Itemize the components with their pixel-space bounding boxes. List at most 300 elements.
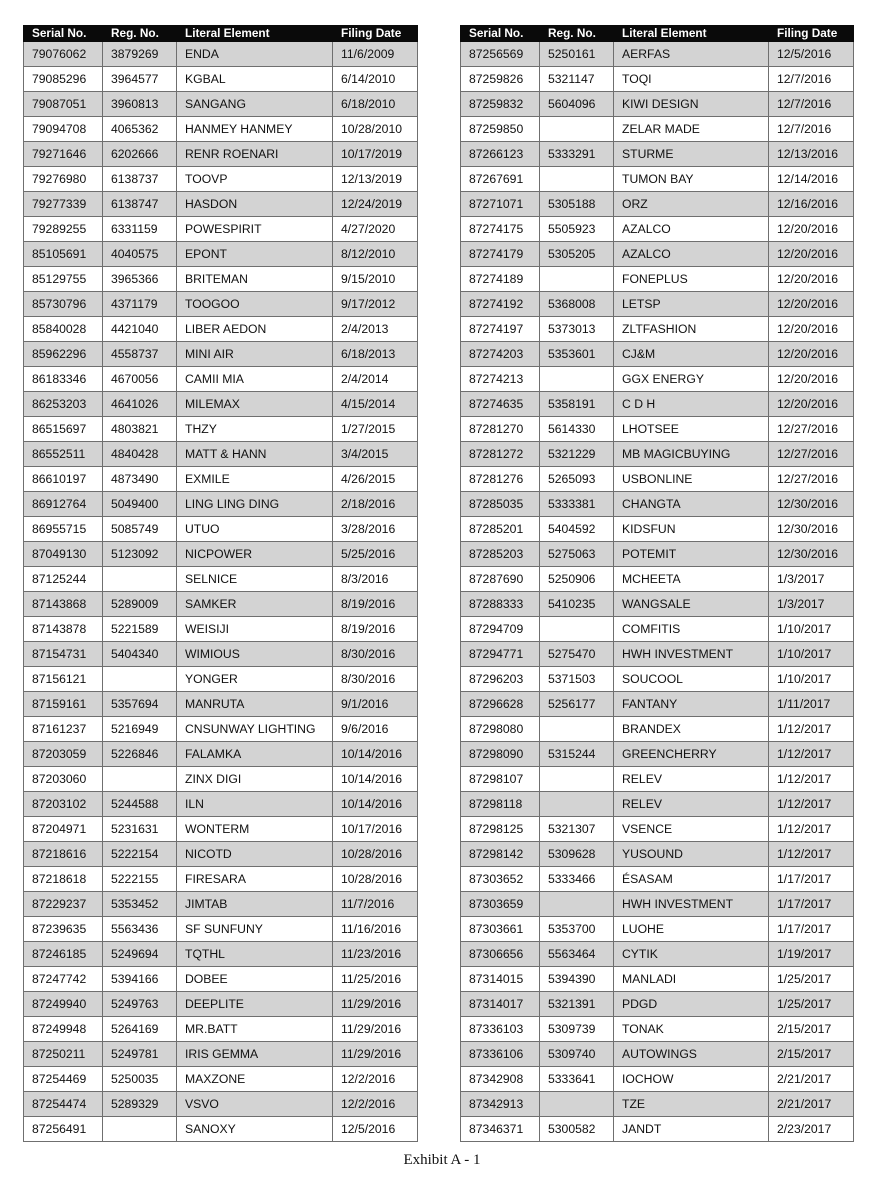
table-row — [461, 792, 854, 817]
filing-date-cell: 12/13/2016 — [769, 142, 854, 167]
table-row — [24, 42, 418, 67]
literal-element-cell: LING LING DING — [177, 492, 333, 517]
filing-date-cell: 3/4/2015 — [333, 442, 418, 467]
literal-element-cell: SF SUNFUNY — [177, 917, 333, 942]
table-body-left — [24, 42, 418, 1142]
table-row — [24, 1067, 418, 1092]
table-row — [461, 1067, 854, 1092]
filing-date-cell: 1/12/2017 — [769, 742, 854, 767]
literal-element-cell: FALAMKA — [177, 742, 333, 767]
serial-no-cell: 87274213 — [461, 367, 540, 392]
literal-element-cell: GREENCHERRY — [614, 742, 769, 767]
filing-date-cell: 12/7/2016 — [769, 92, 854, 117]
filing-date-cell: 5/25/2016 — [333, 542, 418, 567]
table-row — [24, 342, 418, 367]
table-row — [24, 1017, 418, 1042]
reg-no-cell: 5275470 — [540, 642, 614, 667]
serial-no-cell: 86183346 — [24, 367, 103, 392]
serial-no-cell: 87342913 — [461, 1092, 540, 1117]
literal-element-cell: ILN — [177, 792, 333, 817]
table-row — [461, 1092, 854, 1117]
table-row — [461, 67, 854, 92]
serial-no-cell: 87125244 — [24, 567, 103, 592]
table-row — [461, 567, 854, 592]
literal-element-cell: CJ&M — [614, 342, 769, 367]
serial-no-cell: 87298107 — [461, 767, 540, 792]
table-row — [461, 467, 854, 492]
serial-no-cell: 86955715 — [24, 517, 103, 542]
serial-no-cell: 87306656 — [461, 942, 540, 967]
reg-no-cell: 5357694 — [103, 692, 177, 717]
reg-no-cell: 5321147 — [540, 67, 614, 92]
serial-no-cell: 87259832 — [461, 92, 540, 117]
serial-no-cell: 87336103 — [461, 1017, 540, 1042]
filing-date-cell: 12/7/2016 — [769, 67, 854, 92]
reg-no-cell: 5373013 — [540, 317, 614, 342]
reg-no-cell: 5085749 — [103, 517, 177, 542]
table-row — [24, 317, 418, 342]
literal-element-cell: DOBEE — [177, 967, 333, 992]
table-row — [24, 542, 418, 567]
table-row — [461, 242, 854, 267]
table-row — [461, 542, 854, 567]
reg-no-cell — [540, 367, 614, 392]
serial-no-cell: 87298125 — [461, 817, 540, 842]
reg-no-cell: 5371503 — [540, 667, 614, 692]
filing-date-cell: 12/20/2016 — [769, 392, 854, 417]
literal-element-cell: SANOXY — [177, 1117, 333, 1142]
reg-no-cell: 5404340 — [103, 642, 177, 667]
filing-date-cell: 12/30/2016 — [769, 542, 854, 567]
literal-element-cell: TUMON BAY — [614, 167, 769, 192]
literal-element-cell: DEEPLITE — [177, 992, 333, 1017]
filing-date-cell: 1/27/2015 — [333, 417, 418, 442]
serial-no-cell: 87229237 — [24, 892, 103, 917]
reg-no-cell — [103, 1117, 177, 1142]
filing-date-cell: 4/27/2020 — [333, 217, 418, 242]
table-row — [24, 792, 418, 817]
literal-element-cell: RELEV — [614, 767, 769, 792]
filing-date-cell: 10/28/2016 — [333, 867, 418, 892]
filing-date-cell: 1/3/2017 — [769, 592, 854, 617]
table-header-row — [24, 26, 418, 42]
page-footer-label: Exhibit A - 1 — [403, 1152, 481, 1168]
serial-no-cell: 87294709 — [461, 617, 540, 642]
reg-no-cell: 5358191 — [540, 392, 614, 417]
filing-date-cell: 11/25/2016 — [333, 967, 418, 992]
filing-date-cell: 1/10/2017 — [769, 617, 854, 642]
filing-date-cell: 8/19/2016 — [333, 617, 418, 642]
serial-no-cell: 87218616 — [24, 842, 103, 867]
serial-no-cell: 87274175 — [461, 217, 540, 242]
reg-no-cell: 4641026 — [103, 392, 177, 417]
table-row — [24, 217, 418, 242]
serial-no-cell: 86253203 — [24, 392, 103, 417]
filing-date-cell: 9/17/2012 — [333, 292, 418, 317]
serial-no-cell: 87274179 — [461, 242, 540, 267]
table-row — [24, 617, 418, 642]
serial-no-cell: 79087051 — [24, 92, 103, 117]
literal-element-cell: ORZ — [614, 192, 769, 217]
table-row — [24, 367, 418, 392]
literal-element-cell: ZELAR MADE — [614, 117, 769, 142]
serial-no-cell: 79277339 — [24, 192, 103, 217]
filing-date-cell: 1/25/2017 — [769, 967, 854, 992]
col-header-filing-date: Filing Date — [333, 26, 418, 42]
serial-no-cell: 87218618 — [24, 867, 103, 892]
filing-date-cell: 1/17/2017 — [769, 917, 854, 942]
serial-no-cell: 79289255 — [24, 217, 103, 242]
table-row — [461, 917, 854, 942]
filing-date-cell: 10/28/2016 — [333, 842, 418, 867]
serial-no-cell: 86515697 — [24, 417, 103, 442]
table-row — [461, 342, 854, 367]
filing-date-cell: 6/18/2013 — [333, 342, 418, 367]
reg-no-cell: 5404592 — [540, 517, 614, 542]
filing-date-cell: 1/12/2017 — [769, 767, 854, 792]
filing-date-cell: 1/12/2017 — [769, 792, 854, 817]
table-row — [24, 842, 418, 867]
filing-date-cell: 10/14/2016 — [333, 767, 418, 792]
reg-no-cell — [540, 617, 614, 642]
reg-no-cell: 5289009 — [103, 592, 177, 617]
reg-no-cell: 5353452 — [103, 892, 177, 917]
reg-no-cell: 4670056 — [103, 367, 177, 392]
table-row — [24, 867, 418, 892]
serial-no-cell: 87298090 — [461, 742, 540, 767]
reg-no-cell: 6138747 — [103, 192, 177, 217]
serial-no-cell: 87274197 — [461, 317, 540, 342]
literal-element-cell: GGX ENERGY — [614, 367, 769, 392]
serial-no-cell: 87203060 — [24, 767, 103, 792]
filing-date-cell: 2/23/2017 — [769, 1117, 854, 1142]
serial-no-cell: 87287690 — [461, 567, 540, 592]
reg-no-cell: 5265093 — [540, 467, 614, 492]
table-row — [461, 492, 854, 517]
literal-element-cell: FIRESARA — [177, 867, 333, 892]
table-row — [461, 292, 854, 317]
trademark-table-left — [23, 25, 418, 1142]
table-row — [24, 142, 418, 167]
literal-element-cell: SAMKER — [177, 592, 333, 617]
table-row — [24, 1117, 418, 1142]
filing-date-cell: 12/24/2019 — [333, 192, 418, 217]
reg-no-cell: 5563436 — [103, 917, 177, 942]
serial-no-cell: 87285035 — [461, 492, 540, 517]
reg-no-cell: 5305205 — [540, 242, 614, 267]
table-row — [461, 867, 854, 892]
serial-no-cell: 86552511 — [24, 442, 103, 467]
reg-no-cell: 5604096 — [540, 92, 614, 117]
serial-no-cell: 87256491 — [24, 1117, 103, 1142]
reg-no-cell: 4873490 — [103, 467, 177, 492]
filing-date-cell: 2/4/2014 — [333, 367, 418, 392]
filing-date-cell: 9/15/2010 — [333, 267, 418, 292]
literal-element-cell: LUOHE — [614, 917, 769, 942]
serial-no-cell: 87239635 — [24, 917, 103, 942]
filing-date-cell: 11/29/2016 — [333, 992, 418, 1017]
table-row — [461, 742, 854, 767]
serial-no-cell: 85105691 — [24, 242, 103, 267]
literal-element-cell: TOOVP — [177, 167, 333, 192]
literal-element-cell: RENR ROENARI — [177, 142, 333, 167]
serial-no-cell: 87298080 — [461, 717, 540, 742]
reg-no-cell: 5249763 — [103, 992, 177, 1017]
table-row — [461, 642, 854, 667]
filing-date-cell: 11/16/2016 — [333, 917, 418, 942]
literal-element-cell: BRANDEX — [614, 717, 769, 742]
table-row — [24, 392, 418, 417]
table-row — [24, 492, 418, 517]
filing-date-cell: 12/30/2016 — [769, 492, 854, 517]
col-header-literal-element: Literal Element — [177, 26, 333, 42]
literal-element-cell: IOCHOW — [614, 1067, 769, 1092]
serial-no-cell: 87143868 — [24, 592, 103, 617]
serial-no-cell: 87314017 — [461, 992, 540, 1017]
table-row — [461, 767, 854, 792]
col-header-serial-no: Serial No. — [24, 26, 103, 42]
literal-element-cell: EXMILE — [177, 467, 333, 492]
table-row — [461, 617, 854, 642]
reg-no-cell: 5049400 — [103, 492, 177, 517]
literal-element-cell: TOQI — [614, 67, 769, 92]
table-row — [24, 942, 418, 967]
literal-element-cell: IRIS GEMMA — [177, 1042, 333, 1067]
filing-date-cell: 4/26/2015 — [333, 467, 418, 492]
reg-no-cell: 4421040 — [103, 317, 177, 342]
table-row — [461, 817, 854, 842]
reg-no-cell — [540, 1092, 614, 1117]
filing-date-cell: 1/10/2017 — [769, 642, 854, 667]
literal-element-cell: ZLTFASHION — [614, 317, 769, 342]
table-row — [461, 992, 854, 1017]
reg-no-cell: 5256177 — [540, 692, 614, 717]
reg-no-cell: 4371179 — [103, 292, 177, 317]
literal-element-cell: EPONT — [177, 242, 333, 267]
filing-date-cell: 12/20/2016 — [769, 292, 854, 317]
filing-date-cell: 12/13/2019 — [333, 167, 418, 192]
table-row — [461, 42, 854, 67]
reg-no-cell: 5250906 — [540, 567, 614, 592]
filing-date-cell: 12/30/2016 — [769, 517, 854, 542]
filing-date-cell: 1/12/2017 — [769, 817, 854, 842]
serial-no-cell: 85840028 — [24, 317, 103, 342]
filing-date-cell: 6/18/2010 — [333, 92, 418, 117]
reg-no-cell: 6331159 — [103, 217, 177, 242]
filing-date-cell: 8/19/2016 — [333, 592, 418, 617]
literal-element-cell: COMFITIS — [614, 617, 769, 642]
filing-date-cell: 12/20/2016 — [769, 217, 854, 242]
table-row — [461, 217, 854, 242]
serial-no-cell: 87281270 — [461, 417, 540, 442]
literal-element-cell: STURME — [614, 142, 769, 167]
filing-date-cell: 2/15/2017 — [769, 1042, 854, 1067]
reg-no-cell: 5216949 — [103, 717, 177, 742]
literal-element-cell: JIMTAB — [177, 892, 333, 917]
table-row — [461, 1017, 854, 1042]
table-row — [24, 67, 418, 92]
reg-no-cell — [540, 167, 614, 192]
table-row — [24, 892, 418, 917]
table-row — [24, 292, 418, 317]
literal-element-cell: WONTERM — [177, 817, 333, 842]
reg-no-cell: 5249694 — [103, 942, 177, 967]
filing-date-cell: 1/17/2017 — [769, 892, 854, 917]
literal-element-cell: MANLADI — [614, 967, 769, 992]
serial-no-cell: 87298142 — [461, 842, 540, 867]
serial-no-cell: 87049130 — [24, 542, 103, 567]
reg-no-cell — [103, 667, 177, 692]
reg-no-cell: 5410235 — [540, 592, 614, 617]
serial-no-cell: 87161237 — [24, 717, 103, 742]
table-row — [461, 267, 854, 292]
serial-no-cell: 87314015 — [461, 967, 540, 992]
table-body-right — [461, 42, 854, 1142]
table-row — [24, 742, 418, 767]
reg-no-cell — [540, 792, 614, 817]
serial-no-cell: 87203102 — [24, 792, 103, 817]
reg-no-cell: 5321307 — [540, 817, 614, 842]
literal-element-cell: POWESPIRIT — [177, 217, 333, 242]
literal-element-cell: USBONLINE — [614, 467, 769, 492]
serial-no-cell: 87271071 — [461, 192, 540, 217]
filing-date-cell: 2/21/2017 — [769, 1067, 854, 1092]
table-row — [24, 567, 418, 592]
serial-no-cell: 87274192 — [461, 292, 540, 317]
table-row — [461, 717, 854, 742]
literal-element-cell: HANMEY HANMEY — [177, 117, 333, 142]
literal-element-cell: FANTANY — [614, 692, 769, 717]
table-row — [24, 467, 418, 492]
filing-date-cell: 2/4/2013 — [333, 317, 418, 342]
reg-no-cell: 5244588 — [103, 792, 177, 817]
serial-no-cell: 87154731 — [24, 642, 103, 667]
table-row — [461, 892, 854, 917]
table-row — [24, 967, 418, 992]
reg-no-cell: 5249781 — [103, 1042, 177, 1067]
serial-no-cell: 87336106 — [461, 1042, 540, 1067]
reg-no-cell: 6138737 — [103, 167, 177, 192]
table-row — [24, 167, 418, 192]
col-header-serial-no: Serial No. — [461, 26, 540, 42]
filing-date-cell: 12/20/2016 — [769, 367, 854, 392]
table-row — [461, 117, 854, 142]
filing-date-cell: 10/17/2016 — [333, 817, 418, 842]
filing-date-cell: 11/29/2016 — [333, 1042, 418, 1067]
serial-no-cell: 87285203 — [461, 542, 540, 567]
reg-no-cell: 5309739 — [540, 1017, 614, 1042]
reg-no-cell: 5300582 — [540, 1117, 614, 1142]
literal-element-cell: TZE — [614, 1092, 769, 1117]
serial-no-cell: 87274635 — [461, 392, 540, 417]
filing-date-cell: 11/29/2016 — [333, 1017, 418, 1042]
filing-date-cell: 12/2/2016 — [333, 1067, 418, 1092]
literal-element-cell: HASDON — [177, 192, 333, 217]
literal-element-cell: SELNICE — [177, 567, 333, 592]
serial-no-cell: 87254474 — [24, 1092, 103, 1117]
serial-no-cell: 85129755 — [24, 267, 103, 292]
filing-date-cell: 2/21/2017 — [769, 1092, 854, 1117]
table-row — [461, 692, 854, 717]
table-row — [461, 142, 854, 167]
literal-element-cell: AZALCO — [614, 242, 769, 267]
literal-element-cell: MAXZONE — [177, 1067, 333, 1092]
reg-no-cell: 4803821 — [103, 417, 177, 442]
table-row — [24, 192, 418, 217]
literal-element-cell: AUTOWINGS — [614, 1042, 769, 1067]
literal-element-cell: WIMIOUS — [177, 642, 333, 667]
filing-date-cell: 2/18/2016 — [333, 492, 418, 517]
literal-element-cell: THZY — [177, 417, 333, 442]
reg-no-cell: 4065362 — [103, 117, 177, 142]
serial-no-cell: 87346371 — [461, 1117, 540, 1142]
filing-date-cell: 8/30/2016 — [333, 642, 418, 667]
literal-element-cell: ENDA — [177, 42, 333, 67]
literal-element-cell: FONEPLUS — [614, 267, 769, 292]
table-row — [24, 267, 418, 292]
reg-no-cell: 5226846 — [103, 742, 177, 767]
reg-no-cell: 5221589 — [103, 617, 177, 642]
table-row — [24, 667, 418, 692]
reg-no-cell: 5250161 — [540, 42, 614, 67]
serial-no-cell: 87203059 — [24, 742, 103, 767]
literal-element-cell: KIDSFUN — [614, 517, 769, 542]
literal-element-cell: PDGD — [614, 992, 769, 1017]
literal-element-cell: CYTIK — [614, 942, 769, 967]
filing-date-cell: 11/23/2016 — [333, 942, 418, 967]
filing-date-cell: 12/14/2016 — [769, 167, 854, 192]
table-row — [24, 92, 418, 117]
table-row — [24, 242, 418, 267]
filing-date-cell: 8/12/2010 — [333, 242, 418, 267]
filing-date-cell: 12/16/2016 — [769, 192, 854, 217]
filing-date-cell: 1/17/2017 — [769, 867, 854, 892]
literal-element-cell: MINI AIR — [177, 342, 333, 367]
literal-element-cell: WEISIJI — [177, 617, 333, 642]
table-row — [461, 392, 854, 417]
serial-no-cell: 87274203 — [461, 342, 540, 367]
serial-no-cell: 87254469 — [24, 1067, 103, 1092]
table-row — [461, 592, 854, 617]
serial-no-cell: 87281272 — [461, 442, 540, 467]
filing-date-cell: 9/6/2016 — [333, 717, 418, 742]
trademark-table-right — [460, 25, 854, 1142]
literal-element-cell: HWH INVESTMENT — [614, 642, 769, 667]
reg-no-cell: 5250035 — [103, 1067, 177, 1092]
filing-date-cell: 12/20/2016 — [769, 242, 854, 267]
filing-date-cell: 9/1/2016 — [333, 692, 418, 717]
reg-no-cell: 3960813 — [103, 92, 177, 117]
filing-date-cell: 10/28/2010 — [333, 117, 418, 142]
filing-date-cell: 1/25/2017 — [769, 992, 854, 1017]
reg-no-cell: 6202666 — [103, 142, 177, 167]
table-row — [24, 517, 418, 542]
reg-no-cell: 5333291 — [540, 142, 614, 167]
filing-date-cell: 2/15/2017 — [769, 1017, 854, 1042]
literal-element-cell: LIBER AEDON — [177, 317, 333, 342]
literal-element-cell: TONAK — [614, 1017, 769, 1042]
literal-element-cell: LETSP — [614, 292, 769, 317]
filing-date-cell: 1/12/2017 — [769, 842, 854, 867]
table-row — [461, 92, 854, 117]
serial-no-cell: 86610197 — [24, 467, 103, 492]
table-row — [461, 367, 854, 392]
reg-no-cell: 5368008 — [540, 292, 614, 317]
reg-no-cell — [540, 892, 614, 917]
literal-element-cell: HWH INVESTMENT — [614, 892, 769, 917]
reg-no-cell: 5333641 — [540, 1067, 614, 1092]
reg-no-cell: 3965366 — [103, 267, 177, 292]
